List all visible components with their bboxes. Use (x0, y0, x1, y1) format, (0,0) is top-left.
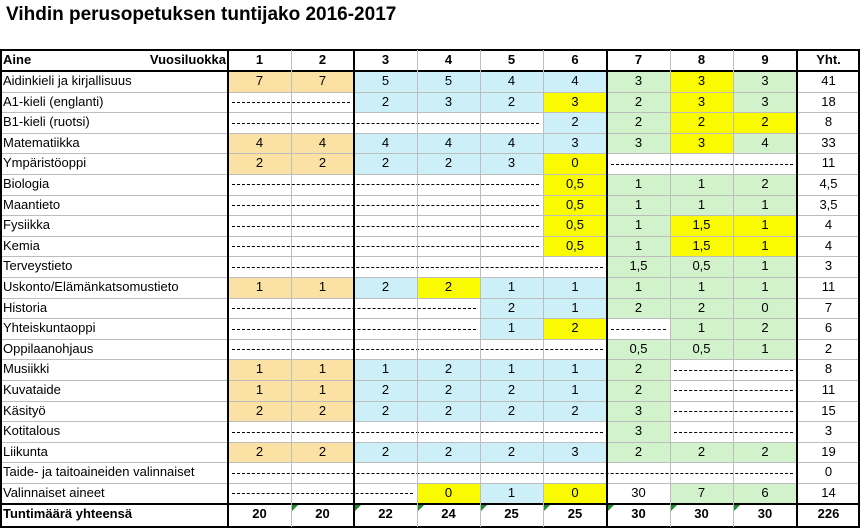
table-cell: 4 (480, 71, 543, 92)
table-cell: 1 (607, 195, 670, 216)
row-label: Maantieto (3, 196, 61, 212)
row-divider (0, 421, 860, 422)
row-label: Terveystieto (3, 258, 73, 274)
row-total: 2 (824, 340, 833, 356)
green-corner-marker (418, 505, 424, 511)
row-label: Aidinkieli ja kirjallisuus (3, 73, 132, 88)
row-label: Oppilaanohjaus (3, 340, 94, 356)
table-cell: 3 (607, 71, 670, 92)
table-cell: 2 (417, 359, 480, 380)
green-corner-marker (355, 505, 361, 511)
header-grade-5: 5 (507, 52, 516, 67)
table-cell: 5 (417, 71, 480, 92)
row-divider (0, 174, 860, 175)
footer-top-border (0, 503, 860, 505)
table-cell: 1 (733, 339, 797, 360)
row-label: Kuvataide (3, 382, 61, 397)
row-divider (0, 318, 860, 319)
table-cell: 1 (354, 359, 417, 380)
row-divider (0, 462, 860, 463)
table-cell: 0,5 (543, 174, 607, 195)
table-cell: 6 (733, 483, 797, 504)
table-cell: 1 (228, 359, 291, 380)
table-cell: 2 (354, 153, 417, 174)
table-cell: 3 (543, 92, 607, 113)
header-grade-4: 4 (444, 52, 453, 67)
table-cell: 2 (291, 401, 354, 422)
table-cell: 1 (480, 359, 543, 380)
table-cell: 4 (354, 133, 417, 154)
row-label: Käsityö (3, 402, 46, 418)
table-cell: 3 (543, 442, 607, 463)
row-divider (0, 339, 860, 340)
dashed-placeholder (232, 123, 539, 124)
row-label: Uskonto/Elämänkatsomustieto (3, 279, 179, 294)
footer-total-grade: 25 (567, 505, 583, 521)
row-total: 6 (824, 320, 833, 336)
row-divider (0, 112, 860, 113)
dashed-placeholder (232, 473, 793, 474)
table-cell: 0,5 (543, 195, 607, 216)
dashed-placeholder (611, 329, 666, 330)
column-thick-divider (227, 50, 229, 527)
row-label: Musiikki (3, 361, 50, 377)
row-label: Valinnaiset aineet (3, 485, 105, 500)
footer-total-grade: 22 (378, 505, 393, 521)
footer-grand-total: 226 (817, 505, 840, 521)
table-cell: 2 (291, 153, 354, 174)
row-label: B1-kieli (ruotsi) (3, 114, 90, 130)
row-divider (0, 277, 860, 278)
table-cell: 2 (417, 401, 480, 422)
table-cell: 1 (543, 298, 607, 319)
footer-label: Tuntimäärä yhteensä (3, 505, 133, 521)
table-cell: 2 (417, 380, 480, 401)
footer-total-grade: 30 (757, 505, 773, 521)
table-cell: 2 (733, 318, 797, 339)
row-total: 8 (824, 114, 833, 130)
row-total: 4 (824, 237, 833, 253)
row-label: Ympäristöoppi (3, 155, 87, 171)
table-cell: 7 (291, 71, 354, 92)
footer-total-grade: 20 (315, 505, 330, 521)
column-divider (733, 50, 734, 527)
dashed-placeholder (232, 226, 539, 227)
table-cell: 2 (354, 380, 417, 401)
table-cell: 0 (543, 483, 607, 504)
table-cell: 2 (733, 442, 797, 463)
table-cell: 3 (670, 92, 733, 113)
table-cell: 2 (354, 277, 417, 298)
header-grade-6: 6 (571, 52, 579, 67)
row-divider (0, 256, 860, 257)
table-cell: 4 (733, 133, 797, 154)
table-cell: 2 (670, 442, 733, 463)
table-cell: 2 (607, 112, 670, 133)
table-cell: 1 (733, 215, 797, 236)
table-cell: 1 (733, 256, 797, 277)
table-cell: 2 (607, 442, 670, 463)
table-cell: 4 (291, 133, 354, 154)
header-bottom-border (0, 70, 860, 72)
table-cell: 3 (670, 133, 733, 154)
row-divider (0, 442, 860, 443)
row-divider (0, 380, 860, 381)
table-cell: 3 (733, 71, 797, 92)
green-corner-marker (671, 505, 677, 511)
table-cell: 2 (480, 92, 543, 113)
dashed-placeholder (232, 205, 539, 206)
footer-total-grade: 30 (631, 505, 646, 521)
table-cell: 2 (480, 442, 543, 463)
table-cell: 2 (543, 401, 607, 422)
row-label: Matematiikka (3, 134, 80, 150)
table-cell: 1 (291, 359, 354, 380)
table-cell: 5 (354, 71, 417, 92)
table-cell: 2 (228, 401, 291, 422)
table-cell: 3 (543, 133, 607, 154)
header-grade-2: 2 (318, 52, 327, 67)
table-cell: 2 (480, 380, 543, 401)
row-total: 4,5 (819, 176, 838, 191)
row-divider (0, 215, 860, 216)
table-cell: 2 (291, 442, 354, 463)
table-cell: 1 (291, 380, 354, 401)
row-total: 11 (821, 279, 836, 294)
table-cell: 1 (733, 277, 797, 298)
footer-total-grade: 20 (252, 505, 267, 521)
table-cell: 2 (354, 401, 417, 422)
table-cell: 2 (417, 153, 480, 174)
table-cell: 1 (543, 359, 607, 380)
table-cell: 2 (354, 92, 417, 113)
table-cell: 2 (354, 442, 417, 463)
green-corner-marker (292, 505, 298, 511)
table-cell: 1,5 (670, 236, 733, 257)
row-divider (0, 483, 860, 484)
table-cell: 2 (607, 92, 670, 113)
green-corner-marker (734, 505, 740, 511)
table-cell: 1 (670, 195, 733, 216)
table-cell: 3 (733, 92, 797, 113)
row-label: Liikunta (3, 443, 48, 459)
footer-total-grade: 30 (694, 505, 709, 521)
table-cell: 1 (228, 380, 291, 401)
table-cell: 0,5 (543, 215, 607, 236)
table-cell: 2 (733, 112, 797, 133)
table-cell: 0 (543, 153, 607, 174)
table-cell: 1 (670, 174, 733, 195)
table-cell: 2 (228, 442, 291, 463)
table-cell: 1,5 (607, 256, 670, 277)
table-cell: 1 (607, 215, 670, 236)
row-total: 33 (821, 134, 836, 150)
page-title: Vihdin perusopetuksen tuntijako 2016-2017 (6, 4, 397, 25)
row-label: Kotitalous (3, 423, 61, 439)
table-cell: 2 (480, 298, 543, 319)
table-cell: 0,5 (670, 256, 733, 277)
table-cell: 2 (417, 442, 480, 463)
row-label: A1-kieli (englanti) (3, 93, 104, 109)
table-cell: 1 (543, 277, 607, 298)
table-cell: 0,5 (670, 339, 733, 360)
table-cell: 0,5 (607, 339, 670, 360)
table-cell: 4 (417, 133, 480, 154)
row-total: 8 (824, 361, 833, 377)
table-cell: 2 (543, 318, 607, 339)
table-cell: 3 (417, 92, 480, 113)
header-grade-7: 7 (634, 52, 643, 67)
green-corner-marker (608, 505, 614, 511)
footer-total-grade: 25 (504, 505, 519, 521)
dashed-placeholder (611, 164, 793, 165)
row-label: Taide- ja taitoaineiden valinnaiset (3, 464, 195, 480)
row-total: 3,5 (819, 196, 838, 212)
table-cell: 2 (607, 359, 670, 380)
table-cell: 3 (480, 153, 543, 174)
table-cell: 1 (607, 174, 670, 195)
table-cell: 2 (670, 298, 733, 319)
dashed-placeholder (232, 184, 539, 185)
table-cell: 0 (417, 483, 480, 504)
row-total: 7 (824, 299, 833, 315)
row-divider (0, 401, 860, 402)
header-top-border (0, 49, 860, 51)
row-total: 11 (821, 382, 836, 397)
header-grade-8: 8 (697, 52, 706, 67)
table-cell: 1 (480, 277, 543, 298)
table-cell: 2 (228, 153, 291, 174)
table-cell: 2 (607, 298, 670, 319)
column-divider (480, 50, 481, 527)
table-cell: 7 (228, 71, 291, 92)
row-label: Biologia (3, 176, 50, 191)
table-cell: 4 (228, 133, 291, 154)
table-cell: 1 (733, 195, 797, 216)
table-cell: 30 (607, 483, 670, 504)
row-total: 0 (824, 464, 833, 480)
footer-total-grade: 24 (441, 505, 456, 521)
table-cell: 1 (607, 277, 670, 298)
row-divider (0, 153, 860, 154)
row-label: Kemia (3, 237, 40, 253)
column-thick-divider (606, 50, 608, 527)
row-divider (0, 236, 860, 237)
row-total: 15 (821, 402, 836, 418)
row-divider (0, 133, 860, 134)
row-total: 3 (824, 258, 833, 274)
table-cell: 3 (670, 71, 733, 92)
header-grade-label: Vuosiluokka (149, 52, 226, 67)
column-thick-divider (353, 50, 355, 527)
header-grade-9: 9 (761, 52, 769, 67)
header-grade-1: 1 (255, 52, 264, 67)
table-cell: 4 (543, 71, 607, 92)
green-corner-marker (544, 505, 550, 511)
column-thick-divider (796, 50, 798, 527)
table-cell: 1 (733, 236, 797, 257)
table-cell: 1 (670, 318, 733, 339)
row-total: 18 (821, 93, 836, 109)
table-cell: 2 (417, 277, 480, 298)
table-cell: 3 (607, 421, 670, 442)
table-cell: 2 (480, 401, 543, 422)
table-cell: 1 (480, 318, 543, 339)
table-cell: 1,5 (670, 215, 733, 236)
row-label: Fysiikka (3, 217, 50, 233)
header-total: Yht. (816, 52, 841, 67)
table-cell: 1 (607, 236, 670, 257)
column-thick-divider (0, 50, 2, 527)
dashed-placeholder (232, 493, 413, 494)
column-divider (417, 50, 418, 527)
table-cell: 2 (543, 112, 607, 133)
table-cell: 1 (228, 277, 291, 298)
row-total: 11 (821, 155, 836, 171)
table-cell: 2 (607, 380, 670, 401)
row-divider (0, 298, 860, 299)
row-divider (0, 92, 860, 93)
table-cell: 3 (607, 401, 670, 422)
row-total: 3 (824, 423, 833, 439)
header-subject-label: Aine (3, 52, 32, 67)
row-total: 19 (821, 443, 836, 459)
column-divider (291, 50, 292, 527)
table-cell: 3 (607, 133, 670, 154)
row-total: 4 (824, 217, 833, 233)
table-cell: 2 (670, 112, 733, 133)
table-cell: 1 (480, 483, 543, 504)
row-divider (0, 195, 860, 196)
table-cell: 1 (543, 380, 607, 401)
table-cell: 1 (291, 277, 354, 298)
table-cell: 0 (733, 298, 797, 319)
table-cell: 7 (670, 483, 733, 504)
table-cell: 1 (670, 277, 733, 298)
header-grade-3: 3 (381, 52, 390, 67)
dashed-placeholder (232, 246, 539, 247)
row-divider (0, 359, 860, 360)
column-divider (670, 50, 671, 527)
row-total: 41 (821, 73, 836, 88)
table-cell: 0,5 (543, 236, 607, 257)
row-total: 14 (821, 485, 836, 500)
column-divider (543, 50, 544, 527)
row-label: Historia (3, 299, 48, 315)
row-label: Yhteiskuntaoppi (3, 320, 96, 336)
table-cell: 2 (733, 174, 797, 195)
table-cell: 4 (480, 133, 543, 154)
green-corner-marker (481, 505, 487, 511)
